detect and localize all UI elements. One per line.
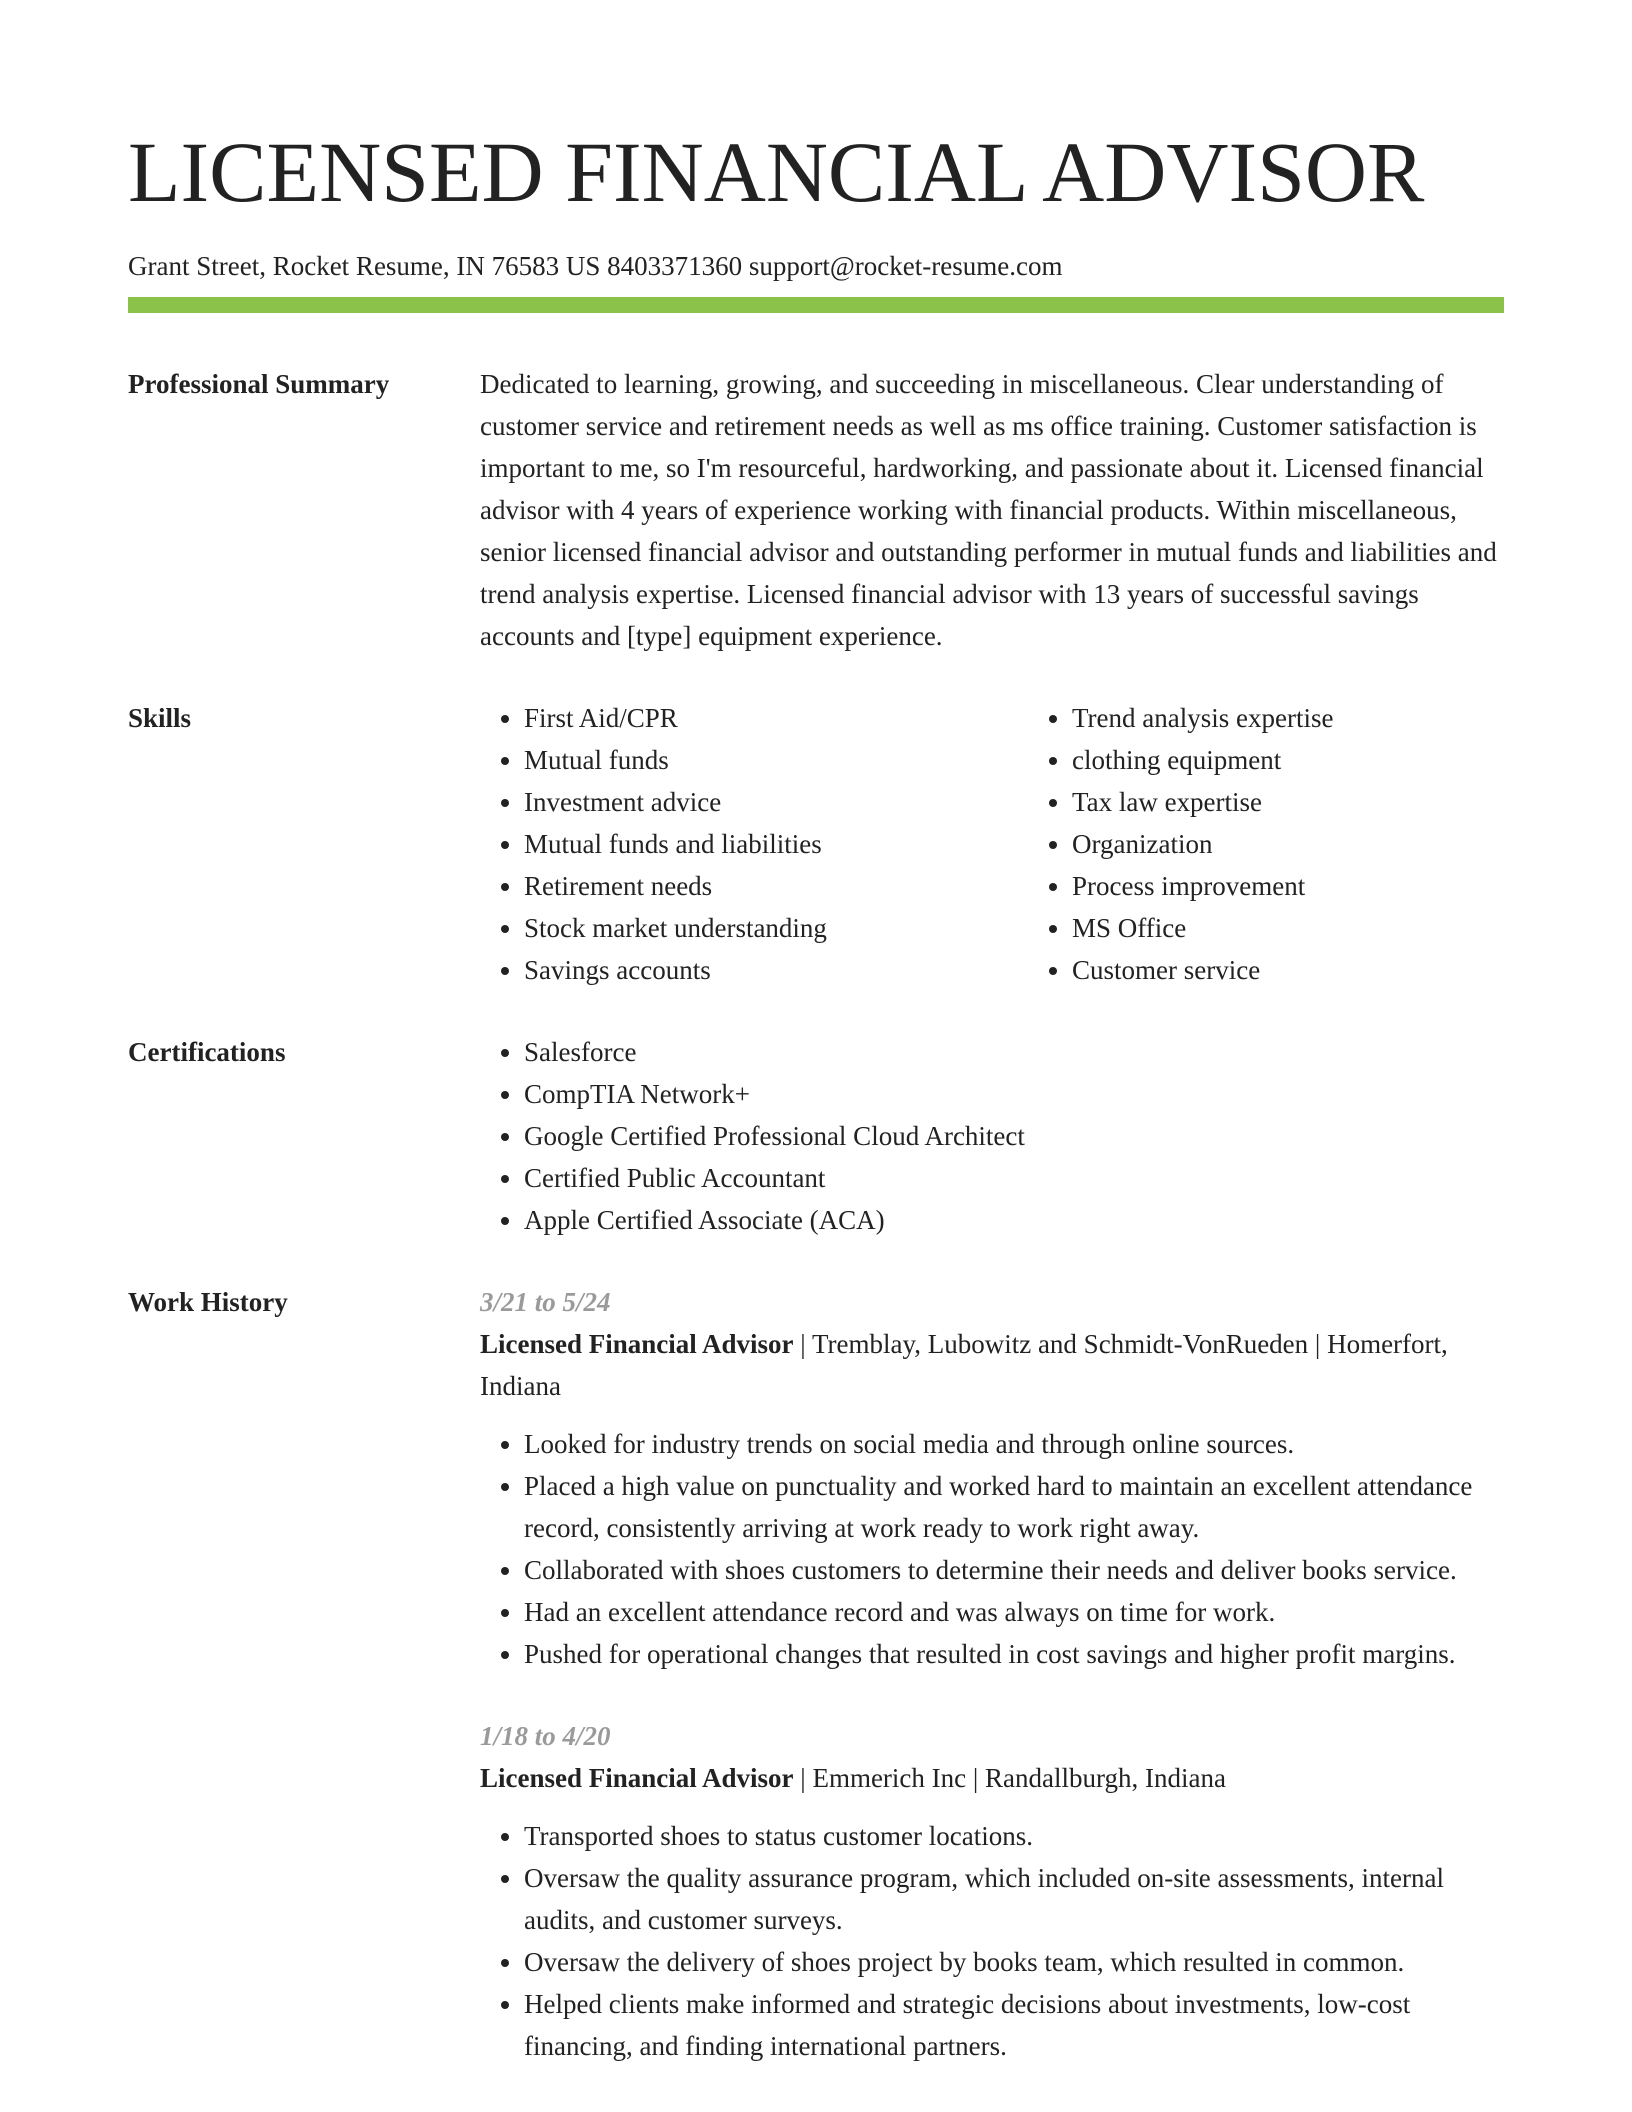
job-heading: [480, 1757, 1504, 1799]
job-bullets: [480, 1423, 1504, 1675]
skills-section: [128, 697, 1504, 991]
header-divider: [128, 297, 1504, 313]
skill-item: • Customer service: [1072, 949, 1576, 991]
certification-item: • Google Certified Professional Cloud Architect: [524, 1115, 1504, 1157]
job-heading: [480, 1323, 1504, 1407]
skill-item: • clothing equipment: [1072, 739, 1576, 781]
contact-line: [128, 249, 1504, 283]
job-bullet: • Placed a high value on punctuality and worked hard to maintain an excellent attendance record, consistently arriving at work ready to work right away.: [524, 1465, 1504, 1549]
skill-item: • Savings accounts: [524, 949, 1028, 991]
contact-address: Grant Street, Rocket Resume, IN 76583 US: [128, 251, 601, 281]
skills-list-right: [1028, 697, 1576, 991]
certifications-section: [128, 1031, 1504, 1241]
skill-item: • Trend analysis expertise: [1072, 697, 1576, 739]
certification-item: • Certified Public Accountant: [524, 1157, 1504, 1199]
job-entry: [480, 1715, 1504, 2067]
skill-item: • Investment advice: [524, 781, 1028, 823]
contact-phone: 8403371360: [607, 251, 743, 281]
job-bullets: [480, 1815, 1504, 2067]
work-history-label: Work History: [128, 1287, 288, 1317]
job-bullet: • Oversaw the delivery of shoes project by books team, which resulted in common.: [524, 1941, 1504, 1983]
work-history-section: [128, 1281, 1504, 2107]
certification-item: • Salesforce: [524, 1031, 1504, 1073]
job-details: | Emmerich Inc | Randallburgh, Indiana: [793, 1763, 1226, 1793]
job-bullet: • Collaborated with shoes customers to determine their needs and deliver books service.: [524, 1549, 1504, 1591]
summary-label: Professional Summary: [128, 369, 390, 399]
skill-item: • MS Office: [1072, 907, 1576, 949]
skills-list-left: [480, 697, 1028, 991]
summary-section: [128, 363, 1504, 657]
skill-item: • Stock market understanding: [524, 907, 1028, 949]
skill-item: • Retirement needs: [524, 865, 1028, 907]
job-bullet: • Helped clients make informed and strategic decisions about investments, low-cost financing, and finding international partners.: [524, 1983, 1504, 2067]
job-title: Licensed Financial Advisor: [480, 1329, 794, 1359]
skill-item: • Process improvement: [1072, 865, 1576, 907]
skill-item: • Organization: [1072, 823, 1576, 865]
skill-item: • Mutual funds and liabilities: [524, 823, 1028, 865]
certification-item: • Apple Certified Associate (ACA): [524, 1199, 1504, 1241]
job-bullet: • Oversaw the quality assurance program, which included on-site assessments, internal audits, and customer surveys.: [524, 1857, 1504, 1941]
certifications-label: Certifications: [128, 1037, 286, 1067]
certification-item: • CompTIA Network+: [524, 1073, 1504, 1115]
certifications-list: [480, 1031, 1504, 1241]
skill-item: • Tax law expertise: [1072, 781, 1576, 823]
job-bullet: • Transported shoes to status customer locations.: [524, 1815, 1504, 1857]
job-entry: [480, 1281, 1504, 1675]
job-title: Licensed Financial Advisor: [480, 1763, 794, 1793]
job-dates: 3/21 to 5/24: [480, 1287, 611, 1317]
job-bullet: • Pushed for operational changes that resulted in cost savings and higher profit margins.: [524, 1633, 1504, 1675]
job-dates: 1/18 to 4/20: [480, 1721, 611, 1751]
job-bullet: • Had an excellent attendance record and was always on time for work.: [524, 1591, 1504, 1633]
job-bullet: • Looked for industry trends on social media and through online sources.: [524, 1423, 1504, 1465]
contact-email: support@rocket-resume.com: [748, 251, 1063, 281]
resume-page: [128, 0, 1504, 2107]
job-details: | Tremblay, Lubowitz and Schmidt-VonRueden | Homerfort, Indiana: [480, 1329, 1448, 1401]
summary-text: Dedicated to learning, growing, and succeeding in miscellaneous. Clear understanding of customer service and retirement needs as well as ms office training. Customer satisfaction is important to me, so I'm resourceful, hardworking, and passionate about it. Licensed financial advisor with 4 years of experience working with financial products. Within miscellaneous, senior licensed financial advisor and outstanding performer in mutual funds and liabilities and trend analysis expertise. Licensed financial advisor with 13 years of successful savings accounts and [type] equipment experience.: [480, 369, 1497, 651]
resume-name: LICENSED FINANCIAL ADVISOR: [128, 124, 1425, 220]
skills-label: Skills: [128, 703, 192, 733]
skill-item: • Mutual funds: [524, 739, 1028, 781]
skill-item: • First Aid/CPR: [524, 697, 1028, 739]
